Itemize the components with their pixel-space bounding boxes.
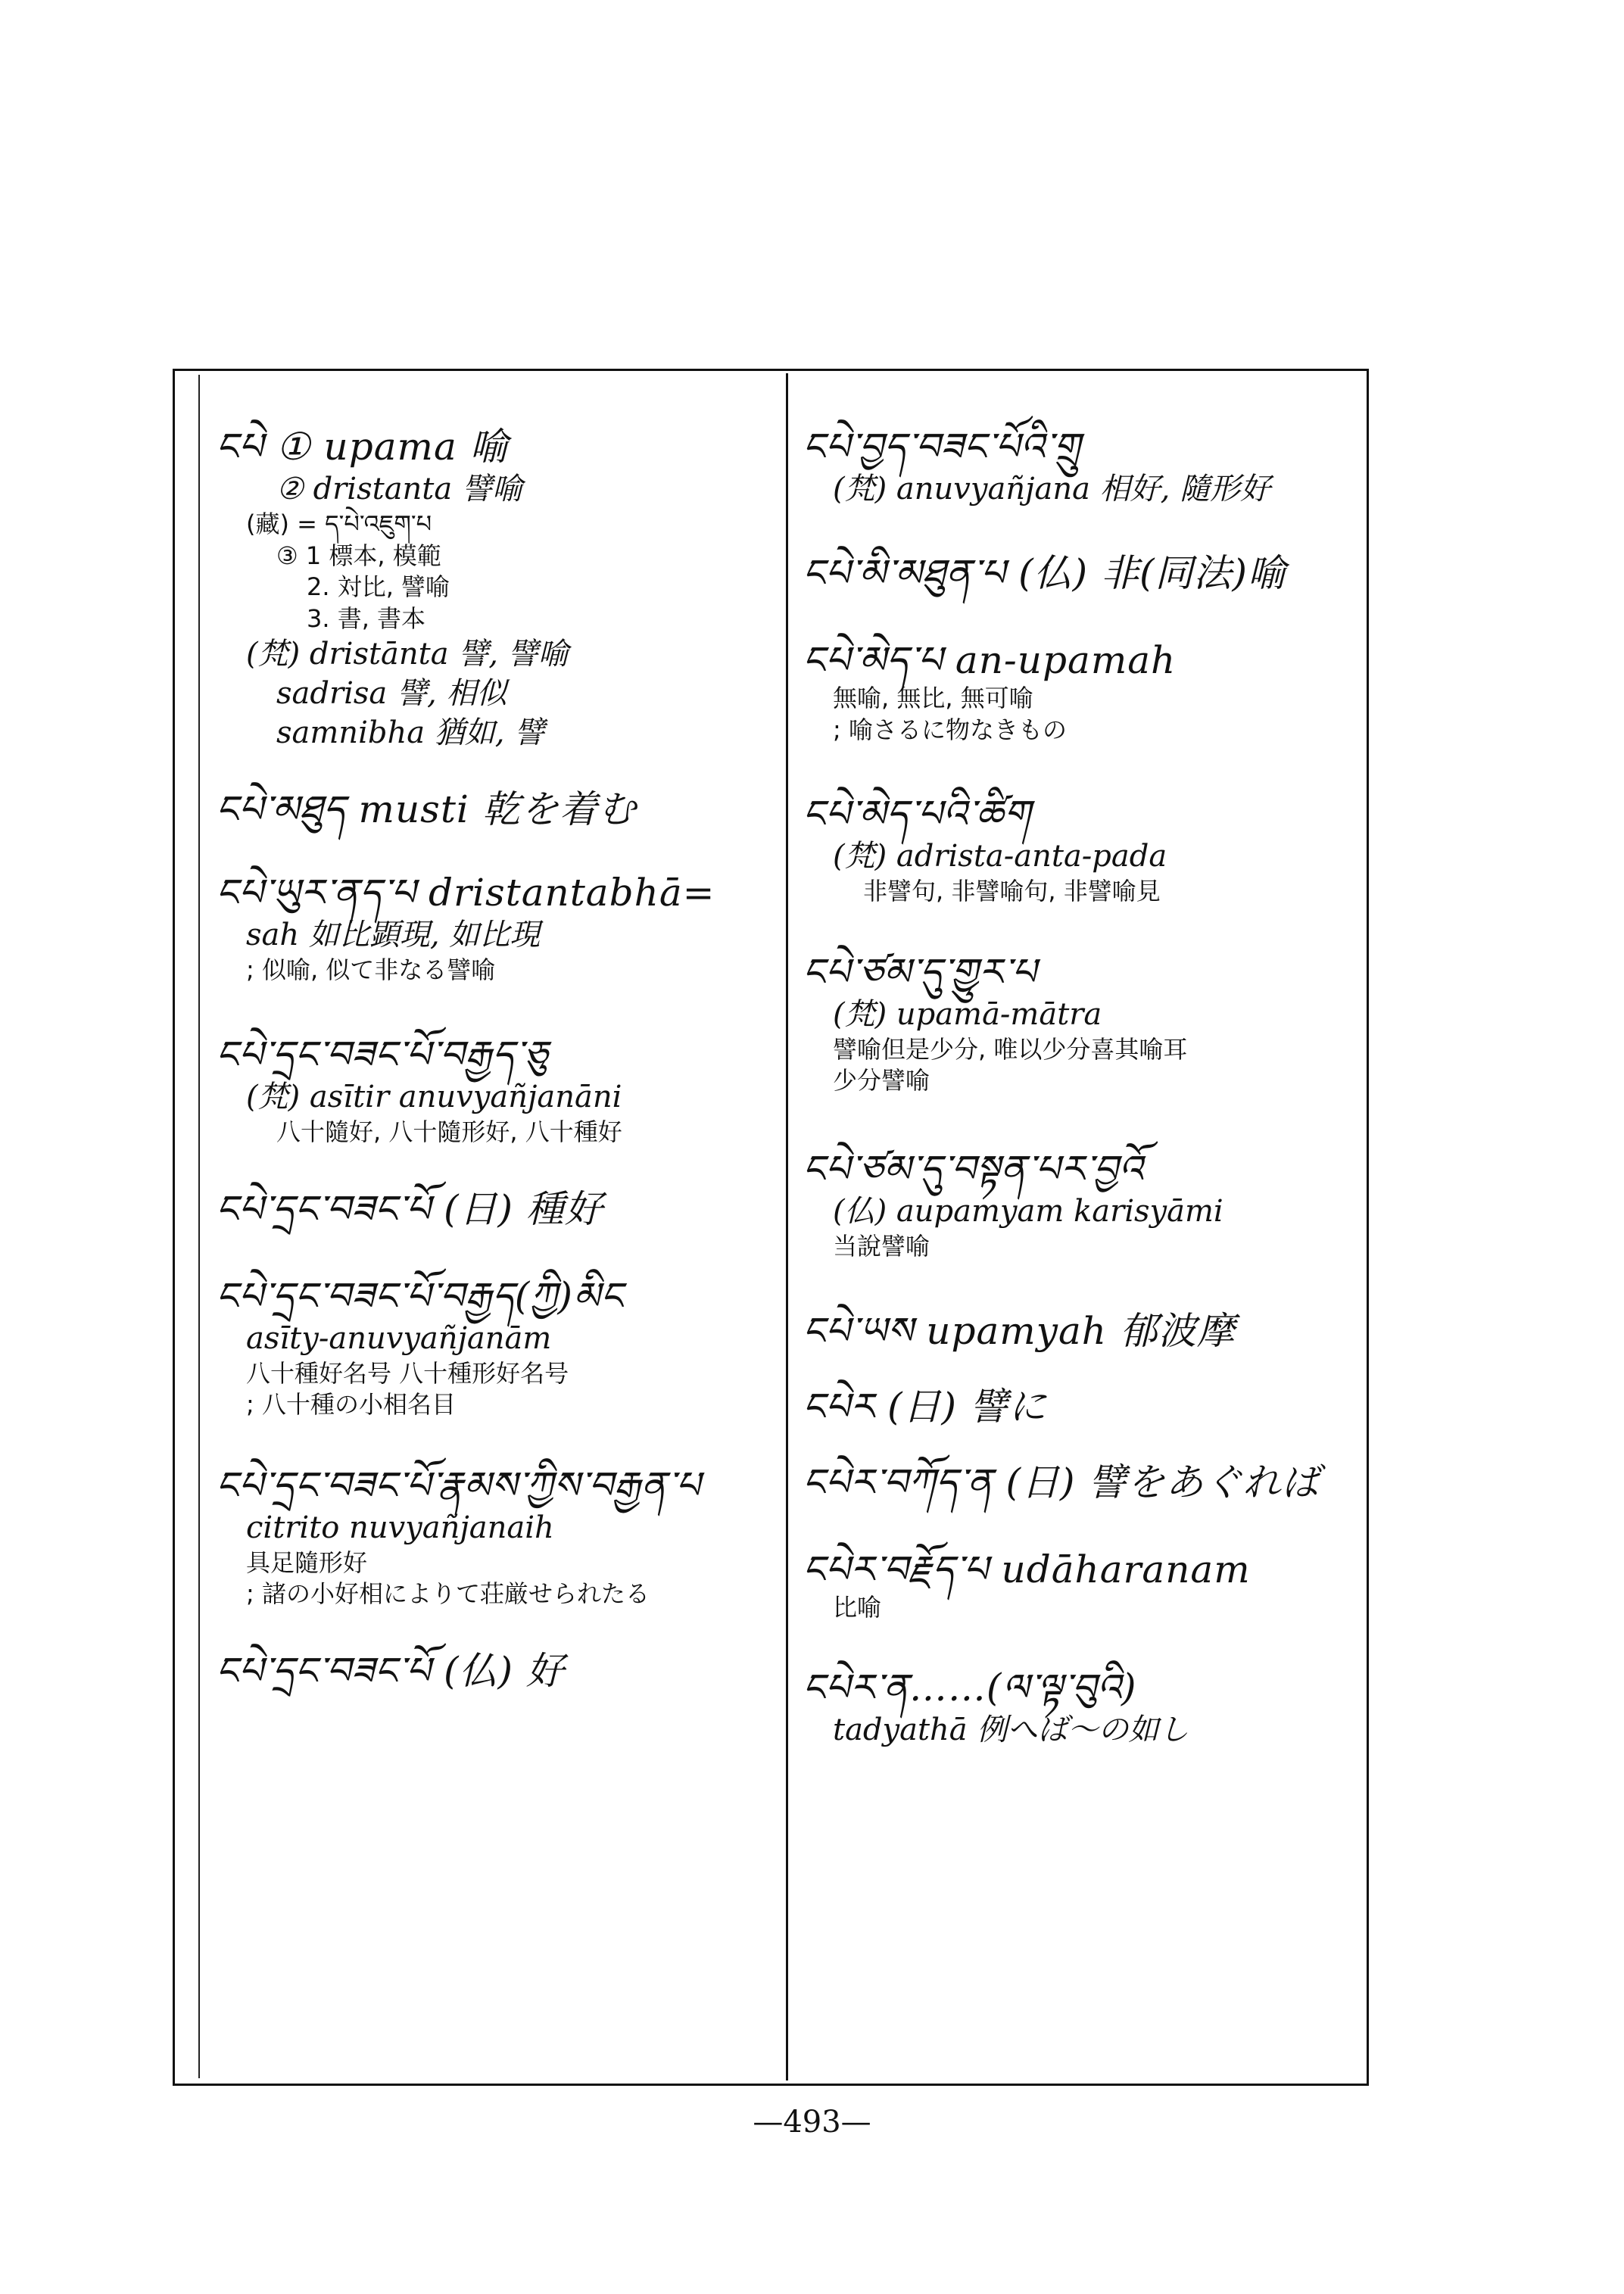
column-divider [786, 373, 788, 2080]
entry-gloss-line: (梵) dristānta 譬, 譬喻 [246, 637, 569, 672]
entry-gloss-line: ③ 1 標本, 模範 [276, 541, 441, 570]
entry-gloss-line: sadrisa 譬, 相似 [276, 676, 507, 712]
entry-gloss-line: 八十種好名号 八十種形好名号 [246, 1358, 569, 1388]
entry-gloss-line: citrito nuvyañjanaih [246, 1510, 554, 1545]
entry-headword: ངཔེ་ཙམ་དུ་བསྟན་པར་བྱའོ [803, 1146, 1143, 1191]
entry-gloss-line: samnibha 猶如, 譬 [276, 715, 545, 751]
dictionary-entry [216, 1032, 776, 1149]
dictionary-entry [803, 1665, 1355, 1750]
entry-headword: ངཔེ་དྲང་བཟང་པོ (日) 種好 [216, 1186, 603, 1231]
entry-gloss-line: 無喻, 無比, 無可喻 [833, 684, 1033, 712]
entry-headword: ངཔེ་བྱད་བཟང་པོའི་གྲུ [803, 425, 1081, 469]
entry-gloss-line: tadyathā 例へば〜の如し [833, 1713, 1189, 1748]
entry-gloss-line: 譬喻但是少分, 唯以少分喜其喻耳 [833, 1034, 1188, 1064]
entry-gloss-line: 少分譬喻 [833, 1066, 930, 1096]
entry-headword: ངཔེ་དྲང་བཟང་པོ (仏) 好 [216, 1648, 565, 1693]
entry-gloss-line: ; 似喻, 似て非なる譬喻 [246, 955, 496, 985]
entry-gloss-line: (梵) anuvyañjana 相好, 隨形好 [833, 472, 1271, 506]
frame-inner-rule [198, 375, 200, 2078]
entry-gloss-line: 非譬句, 非譬喻句, 非譬喻見 [863, 877, 1161, 906]
dictionary-entry [803, 949, 1355, 1097]
dictionary-entry [216, 1648, 776, 1694]
entry-headword: ངཔེ་ཡས upamyah 郁波摩 [803, 1308, 1236, 1353]
entry-headword: ངཔེ་མེད་པའི་ཚིག [803, 792, 1031, 837]
entry-headword: ངཔེ ① upama 喻 [216, 425, 509, 469]
dictionary-entry [803, 550, 1355, 596]
dictionary-entry [803, 637, 1355, 746]
entry-gloss-line: (藏) = ད་པེ་འཇུག་པ [246, 510, 432, 538]
dictionary-entry [216, 870, 776, 986]
entry-gloss-line: ; 諸の小好相によりて荘厳せられたる [246, 1579, 650, 1609]
dictionary-entry [803, 1146, 1355, 1263]
entry-gloss-line: ② dristanta 譬喻 [276, 472, 522, 506]
entry-headword: ངཔེ་དྲང་བཟང་པོ་བརྒྱད་ཅུ [216, 1032, 549, 1077]
entry-gloss-line: (梵) adrista-anta-pada [833, 839, 1167, 874]
dictionary-entry [803, 1460, 1355, 1505]
entry-gloss-line: (仏) aupamyam karisyāmi [833, 1193, 1223, 1229]
entry-gloss-line: 比喻 [833, 1592, 882, 1622]
entry-gloss-line: (梵) upamā-mātra [833, 996, 1102, 1032]
entry-gloss-line: 当說譬喻 [833, 1231, 930, 1261]
entry-headword: ངཔེ་མཐུད musti 乾を着む [216, 787, 637, 832]
dictionary-entry [216, 1273, 776, 1421]
dictionary-entry [216, 787, 776, 832]
entry-gloss-line: ; 八十種の小相名目 [246, 1390, 456, 1420]
entry-gloss-line: 3. 書, 書本 [307, 603, 426, 633]
entry-gloss-line: 具足隨形好 [246, 1548, 368, 1577]
entry-headword: ངཔེ་མེད་པ an-upamah [803, 638, 1177, 682]
entry-gloss-line: sah 如比顕現, 如比現 [246, 918, 541, 953]
left-column [216, 394, 776, 1694]
entry-headword: ངཔེ་མི་མཐུན་པ (仏) 非(同法)喻 [803, 551, 1287, 595]
entry-gloss-line: 八十隨好, 八十隨形好, 八十種好 [276, 1117, 622, 1146]
entry-headword: ངཔེར་བཀོད་ན (日) 譬をあぐれば [803, 1460, 1320, 1504]
entry-headword: ངཔེ་དྲང་བཟང་པོ་རྣམས་ཀྱིས་བརྒྱན་པ [216, 1463, 701, 1507]
dictionary-entry [803, 791, 1355, 908]
entry-gloss-line: asīty-anuvyañjanām [246, 1320, 552, 1356]
entry-headword: ངཔེ་དྲང་བཟང་པོ་བརྒྱད(ཀྱི)མིང [216, 1273, 623, 1318]
entry-headword: ངཔེ་ཡུར་ནད་པ dristantabhā= [216, 871, 715, 915]
entry-gloss-line: 2. 対比, 譬喻 [307, 572, 450, 602]
dictionary-entry [216, 424, 776, 753]
entry-gloss-line: (梵) asītir anuvyañjanāni [246, 1079, 622, 1114]
entry-headword: ངཔེར་བརྗོད་པ udāharanam [803, 1547, 1251, 1591]
dictionary-entry [803, 1384, 1355, 1429]
entry-gloss-line: ; 喻さるに物なきもの [833, 715, 1067, 744]
page-number: —493— [753, 2105, 871, 2140]
entry-headword: ངཔེར (日) 譬に [803, 1384, 1047, 1429]
dictionary-entry [216, 1463, 776, 1610]
right-column [803, 394, 1355, 1750]
dictionary-entry [216, 1186, 776, 1232]
dictionary-entry [803, 424, 1355, 509]
dictionary-entry [803, 1308, 1355, 1354]
entry-headword: ངཔེར་ན……(ལ་ལྟ་བུའི) [803, 1666, 1137, 1710]
dictionary-entry [803, 1547, 1355, 1624]
entry-headword: ངཔེ་ཙམ་དུ་གྱུར་པ [803, 949, 1037, 994]
